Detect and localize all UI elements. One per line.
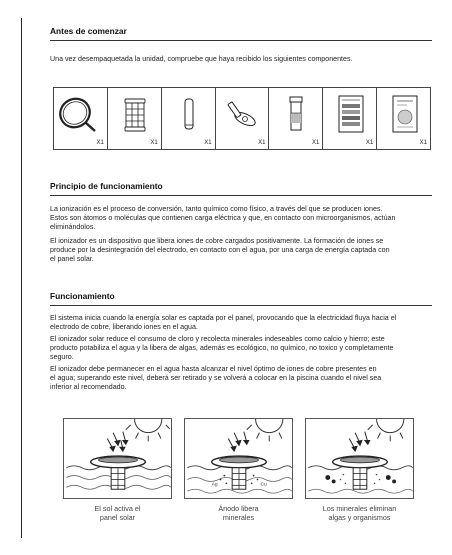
before-intro: Una vez desempaquetada la unidad, compruebe que haya recibido los siguientes componentes. — [50, 55, 353, 63]
component-cell — [54, 88, 108, 149]
battery-cylinder-icon — [166, 93, 212, 137]
text-line: el panel solar. — [50, 255, 94, 264]
caption-line: Los minerales eliminan — [322, 504, 397, 513]
ion-label-left: Ag — [211, 482, 218, 488]
caption-line: minerales — [222, 513, 255, 523]
ion-label-right: Cu — [260, 482, 267, 488]
illustration-anode-release — [184, 418, 293, 499]
text-line: seguro. — [50, 353, 74, 362]
principle-paragraph-1 — [50, 205, 435, 232]
text-line: electrodo de cobre, liberando iones en el agua. — [50, 323, 198, 332]
sun-panel-illustration — [64, 419, 171, 498]
text-line: El ionizador solar reduce el consumo de cloro y recolecta minerales indeseables como calcio y hierro; este — [50, 335, 385, 343]
caption-line: panel solar — [99, 513, 136, 523]
caption-line: Ánodo libera — [218, 504, 259, 513]
text-line: producto potabiliza el agua y la libera de algas, además es ecológico, no químico, no toxico y completamente — [50, 344, 394, 353]
text-line: El ionizador es un dispositivo que libera iones de cobre cargados positivamente. La formación de iones se — [50, 237, 384, 245]
section-divider — [50, 195, 432, 196]
section-title-operation: Funcionamiento — [50, 291, 115, 301]
left-margin-rule — [21, 18, 22, 538]
illustration-sun-panel — [63, 418, 172, 499]
components-table — [53, 87, 431, 150]
illustration-caption — [305, 504, 414, 522]
quantity-label: X1 — [311, 140, 320, 146]
section-title-before: Antes de comenzar — [50, 26, 127, 36]
caption-line: algas y organismos — [328, 513, 391, 523]
illustration-algae-removal — [305, 418, 414, 499]
electrode-cage-icon — [112, 93, 158, 137]
component-cell — [269, 88, 323, 149]
manual-card-icon — [381, 93, 427, 137]
section-title-principle: Principio de funcionamiento — [50, 181, 163, 191]
illustration-caption — [63, 504, 172, 522]
text-line: El sistema inicia cuando la energía solar es captada por el panel, provocando que la electricidad fluya hacia el — [50, 314, 397, 322]
test-tube-icon — [273, 93, 319, 137]
ring-floater-icon — [58, 93, 104, 137]
text-line: el agua; superando este nivel, deberá ser retirado y se volverá a colocar en la piscina cuando el nivel sea — [50, 374, 382, 383]
component-cell — [323, 88, 377, 149]
quantity-label: X1 — [365, 140, 374, 146]
quantity-label: X1 — [96, 140, 104, 146]
quantity-label: X1 — [204, 140, 212, 146]
operation-paragraph-3 — [50, 365, 435, 392]
caption-line: El sol activa el — [94, 504, 141, 513]
text-line: eliminándolos. — [50, 223, 96, 232]
component-cell — [216, 88, 270, 149]
operation-paragraph-2 — [50, 335, 435, 362]
component-cell — [108, 88, 162, 149]
illustration-caption — [184, 504, 293, 522]
text-line: El ionizador debe permanecer en el agua hasta alcanzar el nivel óptimo de iones de cobre presentes en — [50, 365, 377, 373]
key-tool-icon — [220, 93, 266, 137]
quantity-label: X1 — [258, 140, 266, 146]
text-line: La ionización es el proceso de conversión, tanto químico como físico, a través del que se producen iones. — [50, 205, 383, 213]
operation-paragraph-1 — [50, 314, 435, 332]
principle-paragraph-2 — [50, 237, 435, 264]
anode-release-illustration — [185, 419, 292, 498]
text-line: Estos son átomos o moléculas que contienen carga eléctrica y que, en contacto con microorganismos, actúan — [50, 214, 396, 223]
text-line: inferior al recomendado. — [50, 383, 127, 392]
section-divider — [50, 305, 432, 306]
component-cell — [377, 88, 430, 149]
section-divider — [50, 40, 432, 41]
color-chart-card-icon — [327, 93, 373, 137]
algae-removal-illustration — [306, 419, 413, 498]
quantity-label: X1 — [419, 140, 428, 146]
component-cell — [162, 88, 216, 149]
text-line: produce por la desintegración del electrodo, en contacto con el agua, por una carga de energía captada con — [50, 246, 390, 255]
quantity-label: X1 — [150, 140, 158, 146]
